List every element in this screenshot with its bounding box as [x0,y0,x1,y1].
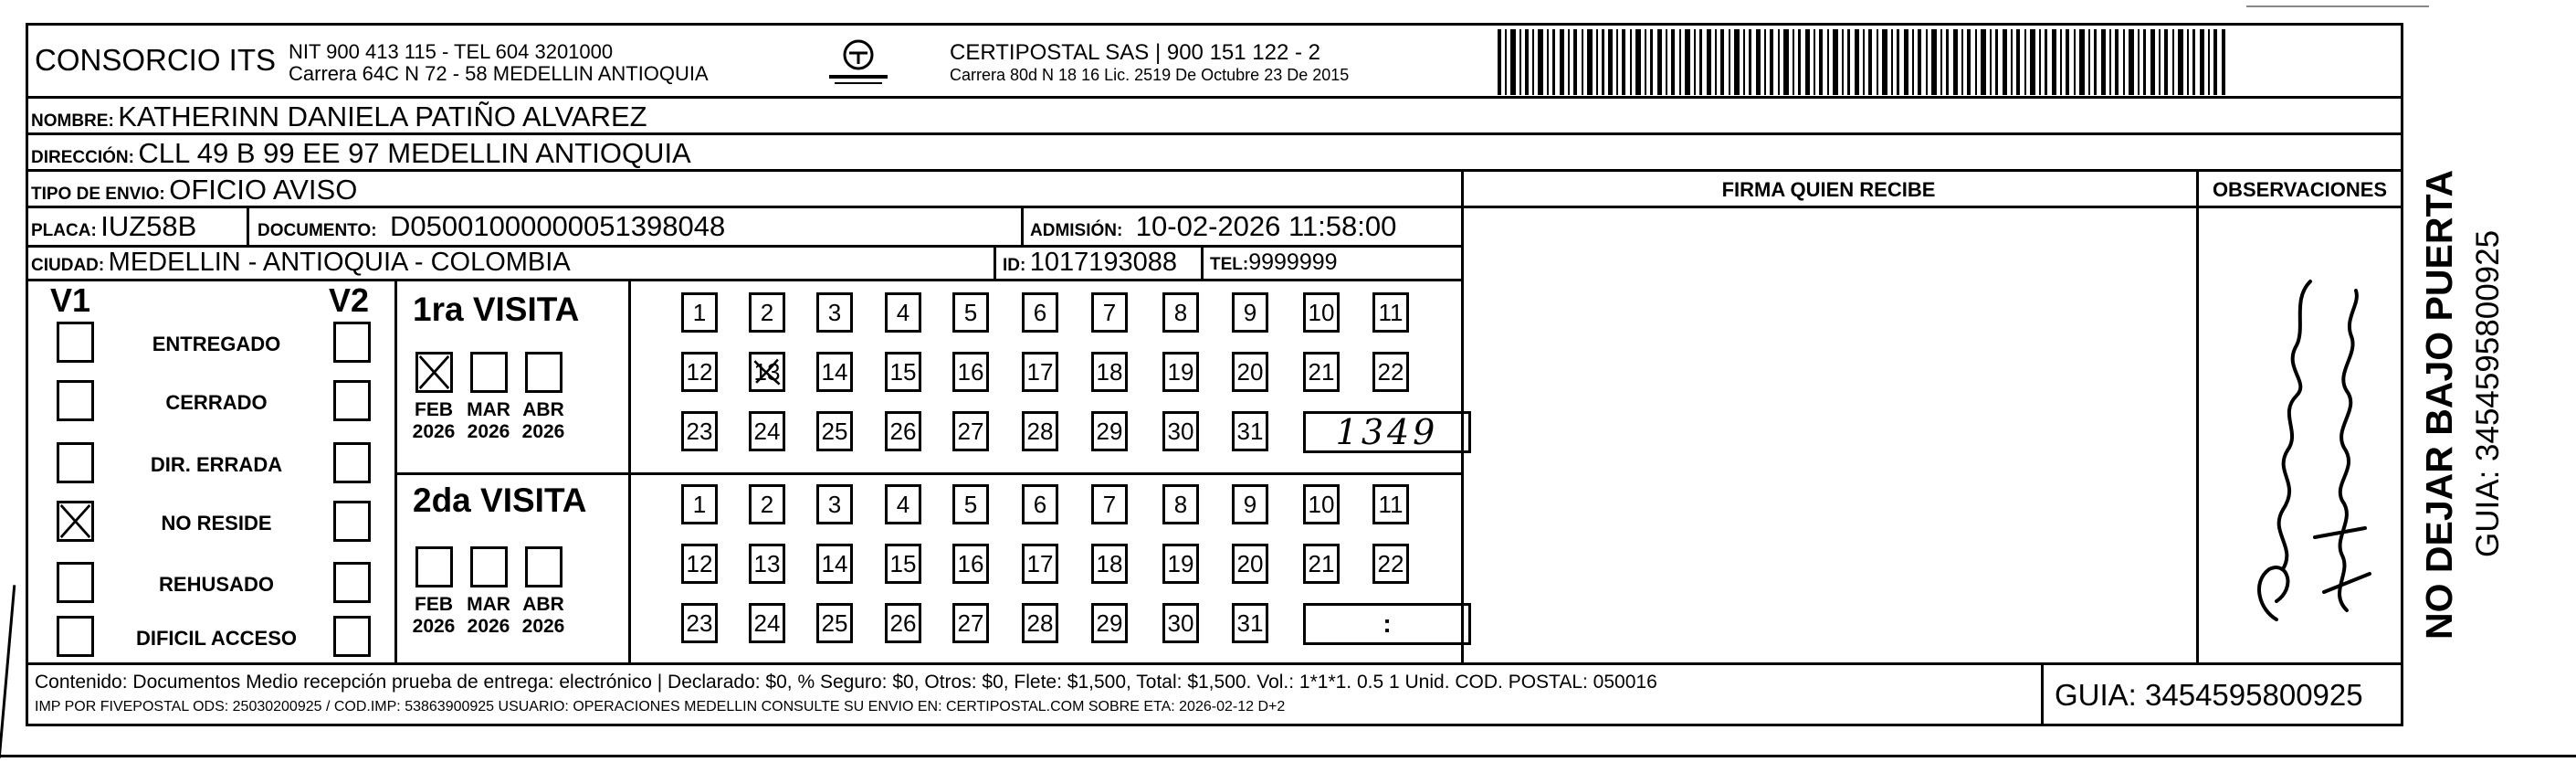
day-number: 24 [753,609,781,637]
first-visit-title: 1ra VISITA [413,291,580,328]
address-label: DIRECCIÓN: [31,148,134,167]
month-label [461,399,516,443]
first-visit-day[interactable] [749,411,785,451]
day-number: 20 [1236,357,1264,386]
day-number: 10 [1308,298,1335,326]
second-visit-month-checkbox-2[interactable] [525,546,563,587]
second-visit-day[interactable] [952,544,989,584]
day-number: 23 [686,609,713,637]
first-visit-day[interactable] [952,292,989,333]
day-number: 12 [686,549,713,577]
rule [26,662,2403,665]
day-number: 3 [827,490,842,518]
month-year: 2026 [521,616,565,637]
first-visit-day[interactable] [1091,292,1128,333]
col-sep [2041,662,2044,726]
status-sep [394,279,397,662]
month-year: 2026 [412,616,456,637]
day-number: 11 [1378,490,1404,518]
send-type: OFICIO AVISO [169,174,358,206]
first-visit-day[interactable] [885,352,921,392]
v1-checkbox-5[interactable] [57,616,94,657]
day-number: 29 [1096,609,1123,637]
day-number: 9 [1243,298,1257,326]
first-visit-month-checkbox-1[interactable] [470,352,508,393]
second-visit-day[interactable] [952,603,989,643]
second-visit-day[interactable] [749,603,785,643]
first-visit-day[interactable] [1372,352,1409,392]
day-number: 4 [896,490,910,518]
second-visit-day[interactable] [1232,484,1268,524]
second-visit-day[interactable] [885,603,921,643]
id-number: 1017193088 [1029,248,1178,277]
id-label: ID: [1003,256,1026,275]
day-number: 14 [821,549,848,577]
visit-sep [394,472,1461,475]
second-visit-day[interactable] [1162,484,1199,524]
day-number: 19 [1167,549,1194,577]
day-number: 15 [889,549,917,577]
document-row [258,210,725,243]
day-number: 16 [957,357,984,386]
v2-checkbox-5[interactable] [333,616,371,657]
side-guia-text: GUIA: 3454595800925 [2470,229,2506,557]
id-row [1003,248,1177,278]
first-visit-day[interactable] [952,411,989,451]
col-sep [994,245,996,279]
day-number: 30 [1167,609,1194,637]
day-number: 16 [957,549,984,577]
day-number: 13 [753,549,781,577]
tel-row [1210,249,1338,276]
day-number: 2 [760,490,774,518]
send-type-row [31,174,357,206]
day-number: 18 [1096,549,1123,577]
day-number: 1 [692,298,707,326]
first-visit-day[interactable] [1232,411,1268,451]
sender-nit: NIT 900 413 115 - TEL 604 3201000 [289,40,614,63]
city-row [31,248,571,278]
tel-label: TEL: [1210,255,1249,274]
first-visit-day[interactable] [1091,352,1128,392]
second-visit-day[interactable] [749,544,785,584]
first-visit-day[interactable] [681,352,718,392]
day-number: 7 [1102,490,1117,518]
second-visit-day[interactable] [1372,544,1409,584]
first-visit-day[interactable] [1162,292,1199,333]
first-visit-day[interactable] [816,292,853,333]
tel-number: 9999999 [1248,249,1338,275]
recipient-address: CLL 49 B 99 EE 97 MEDELLIN ANTIOQUIA [138,137,691,169]
month-label [516,399,571,443]
plate-label: PLACA: [31,221,97,240]
day-number: 26 [889,417,917,445]
second-visit-day[interactable] [1091,544,1128,584]
month-name: FEB [415,594,453,615]
v1-header: V1 [50,281,91,319]
recipient-name: KATHERINN DANIELA PATIÑO ALVAREZ [118,101,647,132]
v1-checkbox-2[interactable] [57,442,94,483]
admission-label: ADMISIÓN: [1030,221,1123,240]
col-sep [1021,206,1024,245]
second-visit-day[interactable] [1022,603,1058,643]
carrier-name: CERTIPOSTAL SAS | 900 151 122 - 2 [950,40,1320,65]
second-visit-day[interactable] [1091,484,1128,524]
day-number: 30 [1167,417,1194,445]
second-visit-day[interactable] [1162,544,1199,584]
day-number: 23 [686,417,713,445]
day-number: 25 [821,609,848,637]
first-visit-month-checkbox-2[interactable] [525,352,563,393]
v1-checkbox-1[interactable] [57,380,94,421]
v2-checkbox-2[interactable] [333,442,371,483]
first-visit-day[interactable] [749,352,785,392]
v1-checkbox-0[interactable] [57,322,94,363]
first-visit-day[interactable] [816,411,853,451]
side-guia [2470,137,2507,557]
day-number: 8 [1173,490,1188,518]
day-number: 2 [760,298,774,326]
admission-date: 10-02-2026 11:58:00 [1135,210,1397,242]
v2-checkbox-0[interactable] [333,322,371,363]
first-visit-day[interactable] [749,292,785,333]
day-number: 22 [1377,357,1404,386]
status-option-label: REHUSADO [159,573,274,596]
city-label: CIUDAD: [31,256,105,275]
first-visit-day[interactable] [1232,352,1268,392]
bottom-edge [0,755,2576,757]
day-number: 3 [827,298,842,326]
second-visit-day[interactable] [1022,544,1058,584]
signature-header: FIRMA QUIEN RECIBE [1721,178,1936,201]
first-visit-day[interactable] [1303,352,1340,392]
barcode-graphic [1498,29,2228,95]
visit-time-text: 1349 [1335,412,1439,452]
second-visit-time-box[interactable] [1303,603,1471,645]
document-label: DOCUMENTO: [258,221,377,240]
month-year: 2026 [467,421,510,442]
second-visit-day[interactable] [1091,603,1128,643]
day-number: 17 [1026,357,1054,386]
signature-area [1464,208,2194,661]
second-visit-day[interactable] [816,544,853,584]
day-number: 4 [896,298,910,326]
day-number: 6 [1033,298,1047,326]
second-visit-day[interactable] [1162,603,1199,643]
second-visit-day[interactable] [1232,603,1268,643]
rule [26,96,2403,99]
first-visit-day[interactable] [1091,411,1128,451]
status-option-label: DIR. ERRADA [150,453,283,476]
second-visit-day[interactable] [1372,484,1409,524]
barcode [1498,29,2228,95]
month-year: 2026 [521,421,565,442]
second-visit-month-checkbox-1[interactable] [470,546,508,587]
second-visit-day[interactable] [1022,484,1058,524]
month-label [406,399,461,443]
day-number: 1 [692,490,707,518]
second-visit-day[interactable] [885,544,921,584]
pen-stroke [0,585,16,758]
status-option-label: CERRADO [165,391,268,414]
second-visit-day[interactable] [681,484,718,524]
status-option-label: ENTREGADO [152,333,281,355]
first-visit-day[interactable] [1372,292,1409,333]
day-number: 20 [1236,549,1264,577]
day-number: 17 [1026,549,1054,577]
carrier-license: Carrera 80d N 18 16 Lic. 2519 De Octubre 23 De 2015 [950,66,1350,84]
day-number: 19 [1167,357,1194,386]
second-visit-day[interactable] [885,484,921,524]
month-label [516,594,571,638]
observations-header: OBSERVACIONES [2212,178,2388,201]
second-visit-day[interactable] [1303,544,1340,584]
sender-address: Carrera 64C N 72 - 58 MEDELLIN ANTIOQUIA [289,62,709,85]
footer-guia: GUIA: 3454595800925 [2055,678,2363,712]
day-number: 11 [1378,298,1404,326]
v2-checkbox-4[interactable] [333,562,371,603]
day-number: 5 [963,490,978,518]
certipostal-logo [822,37,895,91]
month-name: ABR [522,594,564,615]
day-number: 24 [753,417,781,445]
status-option-label: NO RESIDE [161,512,272,534]
footer-imp: IMP POR FIVEPOSTAL ODS: 25030200925 / COD.IMP: 53863900925 USUARIO: OPERACIONES MEDELLIN CONSULTE SU ENVIO EN: CERTIPOSTAL.COM SOBRE ETA: 2026-02-12 D+2 [35,699,1286,714]
v1-checkbox-4[interactable] [57,562,94,603]
month-name: FEB [415,399,453,420]
second-visit-title: 2da VISITA [413,482,587,519]
plate: IUZ58B [100,210,197,242]
first-visit-day[interactable] [1162,352,1199,392]
day-number: 21 [1308,357,1335,386]
day-number: 27 [957,609,984,637]
month-year: 2026 [467,616,510,637]
second-visit-month-checkbox-0[interactable] [415,546,453,587]
rule [26,279,1461,281]
day-number: 7 [1102,298,1117,326]
visit-month-sep [628,279,631,662]
second-visit-day[interactable] [1303,484,1340,524]
status-option-label: DIFICIL ACCESO [135,627,297,650]
v2-header: V2 [329,281,370,319]
send-type-label: TIPO DE ENVIO: [31,185,165,204]
v2-checkbox-1[interactable] [333,380,371,421]
month-label [461,594,516,638]
day-number: 10 [1308,490,1335,518]
city: MEDELLIN - ANTIOQUIA - COLOMBIA [108,248,571,277]
second-visit-day[interactable] [749,484,785,524]
month-name: ABR [522,399,564,420]
month-name: MAR [467,399,510,420]
second-visit-day[interactable] [1232,544,1268,584]
day-number: 5 [963,298,978,326]
first-visit-day[interactable] [816,352,853,392]
day-number: 31 [1236,417,1264,445]
day-number: 21 [1308,549,1335,577]
first-visit-time-box[interactable] [1303,411,1471,453]
v2-checkbox-3[interactable] [333,501,371,542]
first-visit-day[interactable] [1303,292,1340,333]
plate-row [31,210,196,243]
admission-row [1030,210,1396,243]
day-number: 13 [753,357,781,386]
day-number: 14 [821,357,848,386]
day-number: 8 [1173,298,1188,326]
day-number: 31 [1236,609,1264,637]
name-row [31,101,647,133]
day-number: 15 [889,357,917,386]
col-sep [1201,245,1204,279]
day-number: 29 [1096,417,1123,445]
day-mark-icon [752,355,783,389]
first-visit-day[interactable] [1162,411,1199,451]
first-visit-day[interactable] [1022,352,1058,392]
visit-time-text: : [1383,609,1392,638]
first-visit-day[interactable] [952,352,989,392]
day-number: 6 [1033,490,1047,518]
second-visit-day[interactable] [681,603,718,643]
observation-handwritten [2196,208,2403,662]
handwriting-observation-graphic [2196,208,2403,662]
first-visit-month-checkbox-0[interactable] [415,352,453,393]
address-row [31,137,691,170]
day-number: 28 [1026,609,1054,637]
document-number: D05001000000051398048 [390,210,726,242]
day-number: 22 [1377,549,1404,577]
first-visit-day[interactable] [885,411,921,451]
v1-checkbox-3[interactable] [57,501,94,542]
month-label [406,594,461,638]
footer-content: Contenido: Documentos Medio recepción prueba de entrega: electrónico | Declarado: $0, % Seguro: $0, Otros: $0, Flete: $1,500, Total: $1,500. Vol.: 1*1*1. 0.5 1 Unid. COD. POSTAL: 050016 [35,672,1657,693]
first-visit-day[interactable] [681,411,718,451]
side-warning-text: NO DEJAR BAJO PUERTA [2418,169,2460,640]
day-number: 27 [957,417,984,445]
day-number: 9 [1243,490,1257,518]
top-edge [2246,5,2429,7]
side-warning [2418,128,2461,640]
first-visit-day[interactable] [1022,411,1058,451]
sender-company: CONSORCIO ITS [35,43,277,77]
first-visit-day[interactable] [1022,292,1058,333]
first-visit-day[interactable] [681,292,718,333]
day-number: 26 [889,609,917,637]
day-number: 18 [1096,357,1123,386]
second-visit-day[interactable] [681,544,718,584]
second-visit-day[interactable] [952,484,989,524]
second-visit-day[interactable] [816,603,853,643]
certipostal-logo-icon [822,37,895,91]
second-visit-day[interactable] [816,484,853,524]
col-sep [247,206,249,245]
first-visit-day[interactable] [1232,292,1268,333]
day-number: 25 [821,417,848,445]
first-visit-day[interactable] [885,292,921,333]
month-year: 2026 [412,421,456,442]
month-name: MAR [467,594,510,615]
name-label: NOMBRE: [31,111,114,131]
day-number: 12 [686,357,713,386]
day-number: 28 [1026,417,1054,445]
